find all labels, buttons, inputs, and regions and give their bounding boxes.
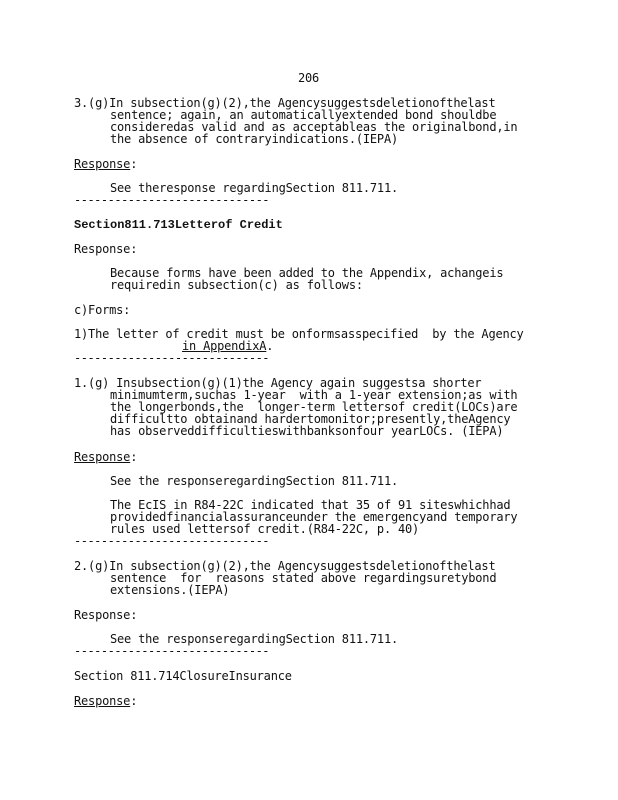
response-text: Because forms have been added to the Appendix, achangeis <box>110 266 504 280</box>
response-label: Response <box>74 694 131 708</box>
comment-line: 3.(g)In subsection(g)(2),the Agencysuggestsdeletionofthelast <box>74 96 496 110</box>
response-text: See the responseregardingSection 811.711. <box>110 474 399 488</box>
section-heading: Section811.713Letterof Credit <box>74 218 283 232</box>
comment-line: sentence; again, an automaticallyextended bond shouldbe <box>110 108 497 122</box>
response-text: providedfinancialassuranceunder the emergencyand temporary <box>110 510 518 524</box>
response-colon: : <box>130 694 138 708</box>
divider: ----------------------------- <box>74 644 270 658</box>
comment-line: consideredas valid and as acceptableas the originalbond,in <box>110 120 518 134</box>
response-text: See theresponse regardingSection 811.711. <box>110 181 399 195</box>
inserted-text: in AppendixA <box>182 339 267 353</box>
divider: ----------------------------- <box>74 193 270 207</box>
response-label: Response <box>74 450 131 464</box>
amendment-line: 1)The letter of credit must be onformsasspecified by the Agency <box>74 327 524 341</box>
response-heading: Response: <box>74 242 138 256</box>
section-heading: Section 811.714ClosureInsurance <box>74 669 292 683</box>
comment-line: 1.(g) Insubsection(g)(1)the Agency again suggestsa shorter <box>74 376 482 390</box>
comment-line: 2.(g)In subsection(g)(2),the Agencysuggestsdeletionofthelast <box>74 559 496 573</box>
amendment-period: . <box>266 339 274 353</box>
comment-line: has observeddifficultieswithbanksonfour yearLOCs. (IEPA) <box>110 424 504 438</box>
response-text: The EcIS in R84-22C indicated that 35 of 91 siteswhichhad <box>110 498 511 512</box>
amendment-subsection: c)Forms: <box>74 303 131 317</box>
comment-line: minimumterm,suchas 1-year with a 1-year extension;as with <box>110 388 518 402</box>
comment-line: sentence for reasons stated above regardingsuretybond <box>110 571 497 585</box>
response-heading: Response: <box>74 608 138 622</box>
comment-line: extensions.(IEPA) <box>110 583 230 597</box>
response-colon: : <box>130 157 138 171</box>
response-label: Response <box>74 157 131 171</box>
page-number: 206 <box>298 71 320 85</box>
comment-line: difficultto obtainand hardertomonitor;presently,theAgency <box>110 412 511 426</box>
response-text: requiredin subsection(c) as follows: <box>110 278 363 292</box>
comment-line: the absence of contraryindications.(IEPA) <box>110 132 399 146</box>
response-colon: : <box>130 450 138 464</box>
divider: ----------------------------- <box>74 351 270 365</box>
divider: ----------------------------- <box>74 534 270 548</box>
response-text: See the responseregardingSection 811.711. <box>110 632 399 646</box>
response-heading <box>74 158 137 170</box>
comment-line: the longerbonds,the longer-term lettersof credit(LOCs)are <box>110 400 518 414</box>
response-heading <box>74 695 137 707</box>
response-text: rules used lettersof credit.(R84-22C, p. 40) <box>110 522 420 536</box>
response-heading <box>74 451 137 463</box>
